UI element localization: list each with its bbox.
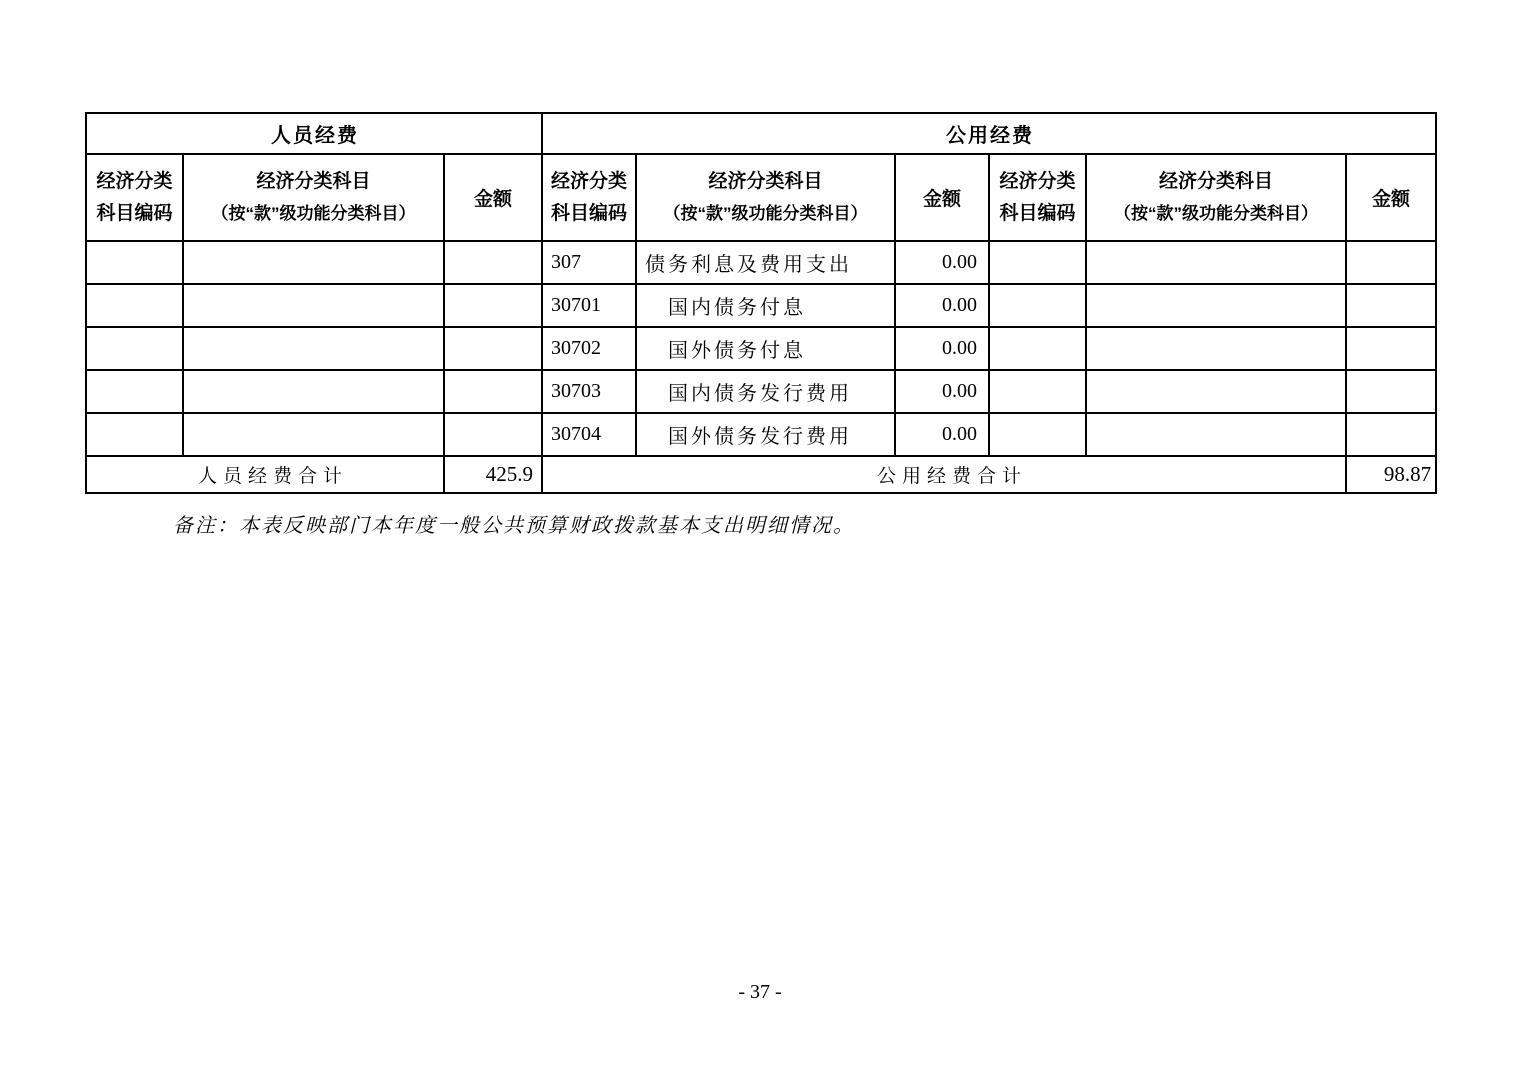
empty-cell <box>183 327 444 370</box>
public2-code-header <box>989 154 1086 241</box>
amount-cell: 0.00 <box>895 413 989 456</box>
column-header-row <box>86 154 1436 241</box>
public2-amount-header: 金额 <box>1346 154 1436 241</box>
empty-cell <box>1086 241 1346 284</box>
public2-subject-header <box>1086 154 1346 241</box>
personnel-amount-header: 金额 <box>444 154 542 241</box>
subject-name-cell: 国内债务付息 <box>636 284 895 327</box>
subject-header-line1: 经济分类科目 <box>1159 170 1274 192</box>
subject-header-line2: （按“款”级功能分类科目） <box>663 203 868 223</box>
amount-cell: 0.00 <box>895 370 989 413</box>
empty-cell <box>989 241 1086 284</box>
amount-cell: 0.00 <box>895 284 989 327</box>
personnel-subject-header <box>183 154 444 241</box>
page-number: - 37 - <box>738 981 782 1003</box>
empty-cell <box>444 241 542 284</box>
empty-cell <box>989 413 1086 456</box>
table-row <box>86 284 1436 327</box>
empty-cell <box>86 241 183 284</box>
table-row <box>86 327 1436 370</box>
empty-cell <box>1346 284 1436 327</box>
subject-name-cell: 国内债务发行费用 <box>636 370 895 413</box>
empty-cell <box>444 284 542 327</box>
empty-cell <box>1086 413 1346 456</box>
empty-cell <box>444 327 542 370</box>
subject-header-line2: （按“款”级功能分类科目） <box>211 203 416 223</box>
empty-cell <box>444 413 542 456</box>
public-amount-header: 金额 <box>895 154 989 241</box>
economic-code-cell: 30702 <box>542 327 636 370</box>
empty-cell <box>989 327 1086 370</box>
subject-name-cell: 债务利息及费用支出 <box>636 241 895 284</box>
subject-name-cell: 国外债务付息 <box>636 327 895 370</box>
personnel-total-label: 人员经费合计 <box>86 456 444 493</box>
empty-cell <box>444 370 542 413</box>
subject-header-line1: 经济分类科目 <box>708 170 823 192</box>
table-row <box>86 413 1436 456</box>
personnel-section-header: 人员经费 <box>86 113 542 154</box>
personnel-total-amount: 425.9 <box>444 456 542 493</box>
code-header-line1: 经济分类 <box>999 170 1076 192</box>
public-code-header <box>542 154 636 241</box>
empty-cell <box>183 241 444 284</box>
economic-code-cell: 30703 <box>542 370 636 413</box>
code-header-line1: 经济分类 <box>551 170 628 192</box>
subject-name-cell: 国外债务发行费用 <box>636 413 895 456</box>
table-footnote: 备注：本表反映部门本年度一般公共预算财政拨款基本支出明细情况。 <box>173 515 855 537</box>
personnel-code-header <box>86 154 183 241</box>
empty-cell <box>86 327 183 370</box>
subject-header-line2: （按“款”级功能分类科目） <box>1114 203 1319 223</box>
section-header-row <box>86 113 1436 154</box>
empty-cell <box>989 284 1086 327</box>
totals-row <box>86 456 1436 493</box>
code-header-line2: 科目编码 <box>999 202 1076 224</box>
table-row <box>86 370 1436 413</box>
empty-cell <box>1346 241 1436 284</box>
empty-cell <box>1346 413 1436 456</box>
code-header-line2: 科目编码 <box>96 202 173 224</box>
empty-cell <box>183 413 444 456</box>
empty-cell <box>1346 327 1436 370</box>
economic-code-cell: 307 <box>542 241 636 284</box>
empty-cell <box>86 413 183 456</box>
code-header-line2: 科目编码 <box>551 202 628 224</box>
public-total-amount: 98.87 <box>1346 456 1436 493</box>
code-header-line1: 经济分类 <box>96 170 173 192</box>
basic-expenditure-table <box>85 112 1437 494</box>
empty-cell <box>1086 370 1346 413</box>
amount-cell: 0.00 <box>895 241 989 284</box>
amount-cell: 0.00 <box>895 327 989 370</box>
economic-code-cell: 30704 <box>542 413 636 456</box>
empty-cell <box>1086 284 1346 327</box>
table-row <box>86 241 1436 284</box>
empty-cell <box>183 284 444 327</box>
subject-header-line1: 经济分类科目 <box>256 170 371 192</box>
public-section-header: 公用经费 <box>542 113 1436 154</box>
empty-cell <box>86 370 183 413</box>
economic-code-cell: 30701 <box>542 284 636 327</box>
empty-cell <box>86 284 183 327</box>
public-total-label: 公用经费合计 <box>542 456 1346 493</box>
empty-cell <box>183 370 444 413</box>
empty-cell <box>1086 327 1346 370</box>
public-subject-header <box>636 154 895 241</box>
empty-cell <box>989 370 1086 413</box>
empty-cell <box>1346 370 1436 413</box>
